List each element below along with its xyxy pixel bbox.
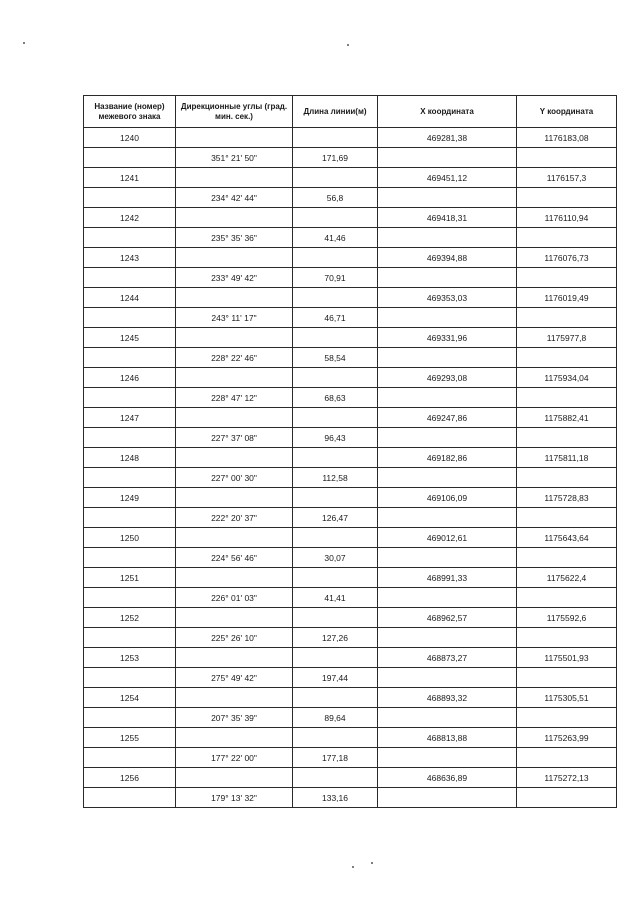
y-coordinate-cell: 1176019,49: [517, 288, 617, 308]
x-coordinate-cell: 469331,96: [378, 328, 517, 348]
direction-angle-cell: 179° 13' 32": [176, 788, 293, 808]
line-length-cell: 133,16: [293, 788, 378, 808]
point-name-cell: [84, 748, 176, 768]
point-name-cell: [84, 348, 176, 368]
scan-speck: [347, 44, 349, 46]
line-length-cell: 126,47: [293, 508, 378, 528]
table-row: [84, 508, 617, 528]
y-coordinate-cell: 1175305,51: [517, 688, 617, 708]
table-row: [84, 128, 617, 148]
direction-angle-cell: 224° 56' 46": [176, 548, 293, 568]
y-coordinate-cell: 1176076,73: [517, 248, 617, 268]
y-coordinate-cell: [517, 748, 617, 768]
boundary-points-table: [83, 95, 617, 808]
table-row: [84, 328, 617, 348]
header-x-coordinate: X координата: [378, 96, 517, 128]
x-coordinate-cell: [378, 668, 517, 688]
point-name-cell: [84, 308, 176, 328]
point-name-cell: 1256: [84, 768, 176, 788]
header-line-length: Длина линии(м): [293, 96, 378, 128]
y-coordinate-cell: [517, 508, 617, 528]
y-coordinate-cell: [517, 668, 617, 688]
table-row: [84, 188, 617, 208]
point-name-cell: [84, 548, 176, 568]
line-length-cell: [293, 568, 378, 588]
table-row: [84, 708, 617, 728]
line-length-cell: 171,69: [293, 148, 378, 168]
line-length-cell: 30,07: [293, 548, 378, 568]
point-name-cell: 1253: [84, 648, 176, 668]
header-point-name: Название (номер) межевого знака: [84, 96, 176, 128]
direction-angle-cell: 243° 11' 17": [176, 308, 293, 328]
point-name-cell: 1243: [84, 248, 176, 268]
line-length-cell: [293, 528, 378, 548]
table-header-row: [84, 96, 617, 128]
table-row: [84, 548, 617, 568]
x-coordinate-cell: [378, 188, 517, 208]
direction-angle-cell: 227° 00' 30": [176, 468, 293, 488]
direction-angle-cell: 222° 20' 37": [176, 508, 293, 528]
table-row: [84, 768, 617, 788]
point-name-cell: [84, 508, 176, 528]
y-coordinate-cell: [517, 588, 617, 608]
x-coordinate-cell: [378, 708, 517, 728]
direction-angle-cell: 225° 26' 10": [176, 628, 293, 648]
y-coordinate-cell: [517, 348, 617, 368]
y-coordinate-cell: 1175882,41: [517, 408, 617, 428]
y-coordinate-cell: [517, 148, 617, 168]
direction-angle-cell: [176, 408, 293, 428]
line-length-cell: [293, 688, 378, 708]
line-length-cell: [293, 768, 378, 788]
point-name-cell: 1255: [84, 728, 176, 748]
y-coordinate-cell: 1175643,64: [517, 528, 617, 548]
direction-angle-cell: [176, 328, 293, 348]
x-coordinate-cell: [378, 148, 517, 168]
scan-speck: [352, 866, 354, 868]
table-row: [84, 728, 617, 748]
direction-angle-cell: 235° 35' 36": [176, 228, 293, 248]
line-length-cell: [293, 128, 378, 148]
point-name-cell: [84, 228, 176, 248]
header-y-coordinate: Y координата: [517, 96, 617, 128]
point-name-cell: 1252: [84, 608, 176, 628]
direction-angle-cell: [176, 488, 293, 508]
point-name-cell: 1247: [84, 408, 176, 428]
x-coordinate-cell: 468893,32: [378, 688, 517, 708]
line-length-cell: 68,63: [293, 388, 378, 408]
line-length-cell: [293, 648, 378, 668]
direction-angle-cell: [176, 248, 293, 268]
table-row: [84, 148, 617, 168]
line-length-cell: 127,26: [293, 628, 378, 648]
y-coordinate-cell: [517, 188, 617, 208]
y-coordinate-cell: 1175811,18: [517, 448, 617, 468]
direction-angle-cell: [176, 448, 293, 468]
direction-angle-cell: [176, 648, 293, 668]
direction-angle-cell: [176, 168, 293, 188]
point-name-cell: 1245: [84, 328, 176, 348]
table-row: [84, 488, 617, 508]
x-coordinate-cell: 469451,12: [378, 168, 517, 188]
line-length-cell: [293, 288, 378, 308]
table-row: [84, 568, 617, 588]
table-row: [84, 628, 617, 648]
table-row: [84, 648, 617, 668]
x-coordinate-cell: [378, 428, 517, 448]
direction-angle-cell: 233° 49' 42": [176, 268, 293, 288]
direction-angle-cell: 227° 37' 08": [176, 428, 293, 448]
table-row: [84, 268, 617, 288]
table-row: [84, 248, 617, 268]
direction-angle-cell: 177° 22' 00": [176, 748, 293, 768]
direction-angle-cell: [176, 728, 293, 748]
line-length-cell: 70,91: [293, 268, 378, 288]
y-coordinate-cell: [517, 548, 617, 568]
table-row: [84, 608, 617, 628]
table-row: [84, 388, 617, 408]
table-row: [84, 688, 617, 708]
direction-angle-cell: 228° 22' 46": [176, 348, 293, 368]
scan-speck: [23, 42, 25, 44]
x-coordinate-cell: 469394,88: [378, 248, 517, 268]
y-coordinate-cell: 1176183,08: [517, 128, 617, 148]
table-row: [84, 348, 617, 368]
x-coordinate-cell: 469182,86: [378, 448, 517, 468]
y-coordinate-cell: 1175728,83: [517, 488, 617, 508]
x-coordinate-cell: 468991,33: [378, 568, 517, 588]
x-coordinate-cell: [378, 748, 517, 768]
y-coordinate-cell: [517, 308, 617, 328]
y-coordinate-cell: [517, 228, 617, 248]
y-coordinate-cell: [517, 468, 617, 488]
x-coordinate-cell: 469281,38: [378, 128, 517, 148]
x-coordinate-cell: 469106,09: [378, 488, 517, 508]
line-length-cell: 197,44: [293, 668, 378, 688]
x-coordinate-cell: [378, 508, 517, 528]
x-coordinate-cell: 469418,31: [378, 208, 517, 228]
y-coordinate-cell: 1175934,04: [517, 368, 617, 388]
direction-angle-cell: 275° 49' 42": [176, 668, 293, 688]
x-coordinate-cell: 468962,57: [378, 608, 517, 628]
direction-angle-cell: [176, 128, 293, 148]
x-coordinate-cell: [378, 788, 517, 808]
point-name-cell: [84, 388, 176, 408]
point-name-cell: [84, 788, 176, 808]
point-name-cell: 1250: [84, 528, 176, 548]
direction-angle-cell: [176, 368, 293, 388]
point-name-cell: 1241: [84, 168, 176, 188]
direction-angle-cell: [176, 688, 293, 708]
line-length-cell: 89,64: [293, 708, 378, 728]
x-coordinate-cell: 468636,89: [378, 768, 517, 788]
line-length-cell: [293, 728, 378, 748]
table-row: [84, 788, 617, 808]
y-coordinate-cell: [517, 268, 617, 288]
y-coordinate-cell: [517, 428, 617, 448]
point-name-cell: [84, 628, 176, 648]
point-name-cell: [84, 588, 176, 608]
point-name-cell: [84, 188, 176, 208]
table-row: [84, 228, 617, 248]
line-length-cell: [293, 328, 378, 348]
table-row: [84, 748, 617, 768]
point-name-cell: [84, 268, 176, 288]
table-row: [84, 408, 617, 428]
y-coordinate-cell: 1175977,8: [517, 328, 617, 348]
y-coordinate-cell: [517, 788, 617, 808]
table-row: [84, 288, 617, 308]
x-coordinate-cell: 469012,61: [378, 528, 517, 548]
direction-angle-cell: [176, 608, 293, 628]
y-coordinate-cell: 1175263,99: [517, 728, 617, 748]
line-length-cell: 46,71: [293, 308, 378, 328]
x-coordinate-cell: [378, 548, 517, 568]
line-length-cell: [293, 608, 378, 628]
point-name-cell: 1246: [84, 368, 176, 388]
point-name-cell: 1249: [84, 488, 176, 508]
x-coordinate-cell: [378, 268, 517, 288]
line-length-cell: 41,46: [293, 228, 378, 248]
y-coordinate-cell: [517, 388, 617, 408]
direction-angle-cell: 226° 01' 03": [176, 588, 293, 608]
line-length-cell: [293, 368, 378, 388]
line-length-cell: 177,18: [293, 748, 378, 768]
x-coordinate-cell: [378, 228, 517, 248]
y-coordinate-cell: [517, 628, 617, 648]
line-length-cell: 41,41: [293, 588, 378, 608]
point-name-cell: [84, 668, 176, 688]
table-body: [84, 128, 617, 808]
table-row: [84, 368, 617, 388]
table-row: [84, 468, 617, 488]
point-name-cell: 1240: [84, 128, 176, 148]
table-row: [84, 668, 617, 688]
table-row: [84, 308, 617, 328]
line-length-cell: [293, 448, 378, 468]
y-coordinate-cell: 1176157,3: [517, 168, 617, 188]
point-name-cell: 1254: [84, 688, 176, 708]
direction-angle-cell: 207° 35' 39": [176, 708, 293, 728]
direction-angle-cell: [176, 288, 293, 308]
line-length-cell: [293, 488, 378, 508]
table-row: [84, 168, 617, 188]
direction-angle-cell: 234° 42' 44": [176, 188, 293, 208]
direction-angle-cell: [176, 768, 293, 788]
table-row: [84, 208, 617, 228]
point-name-cell: 1251: [84, 568, 176, 588]
table-row: [84, 428, 617, 448]
line-length-cell: [293, 168, 378, 188]
point-name-cell: [84, 468, 176, 488]
y-coordinate-cell: 1176110,94: [517, 208, 617, 228]
y-coordinate-cell: 1175622,4: [517, 568, 617, 588]
y-coordinate-cell: 1175272,13: [517, 768, 617, 788]
y-coordinate-cell: 1175501,93: [517, 648, 617, 668]
x-coordinate-cell: [378, 348, 517, 368]
line-length-cell: 58,54: [293, 348, 378, 368]
line-length-cell: 56,8: [293, 188, 378, 208]
y-coordinate-cell: 1175592,6: [517, 608, 617, 628]
point-name-cell: 1248: [84, 448, 176, 468]
direction-angle-cell: [176, 528, 293, 548]
line-length-cell: [293, 248, 378, 268]
x-coordinate-cell: 469247,86: [378, 408, 517, 428]
point-name-cell: 1244: [84, 288, 176, 308]
table-row: [84, 528, 617, 548]
x-coordinate-cell: [378, 308, 517, 328]
direction-angle-cell: [176, 208, 293, 228]
line-length-cell: [293, 208, 378, 228]
x-coordinate-cell: [378, 468, 517, 488]
line-length-cell: 112,58: [293, 468, 378, 488]
direction-angle-cell: 228° 47' 12": [176, 388, 293, 408]
x-coordinate-cell: 469353,03: [378, 288, 517, 308]
table-row: [84, 448, 617, 468]
direction-angle-cell: [176, 568, 293, 588]
line-length-cell: [293, 408, 378, 428]
table-row: [84, 588, 617, 608]
x-coordinate-cell: [378, 628, 517, 648]
x-coordinate-cell: 468813,88: [378, 728, 517, 748]
scan-speck: [371, 862, 373, 864]
point-name-cell: [84, 708, 176, 728]
x-coordinate-cell: 469293,08: [378, 368, 517, 388]
y-coordinate-cell: [517, 708, 617, 728]
x-coordinate-cell: 468873,27: [378, 648, 517, 668]
x-coordinate-cell: [378, 588, 517, 608]
header-direction-angle: Дирекционные углы (град. мин. сек.): [176, 96, 293, 128]
line-length-cell: 96,43: [293, 428, 378, 448]
point-name-cell: [84, 428, 176, 448]
direction-angle-cell: 351° 21' 50": [176, 148, 293, 168]
point-name-cell: 1242: [84, 208, 176, 228]
point-name-cell: [84, 148, 176, 168]
x-coordinate-cell: [378, 388, 517, 408]
